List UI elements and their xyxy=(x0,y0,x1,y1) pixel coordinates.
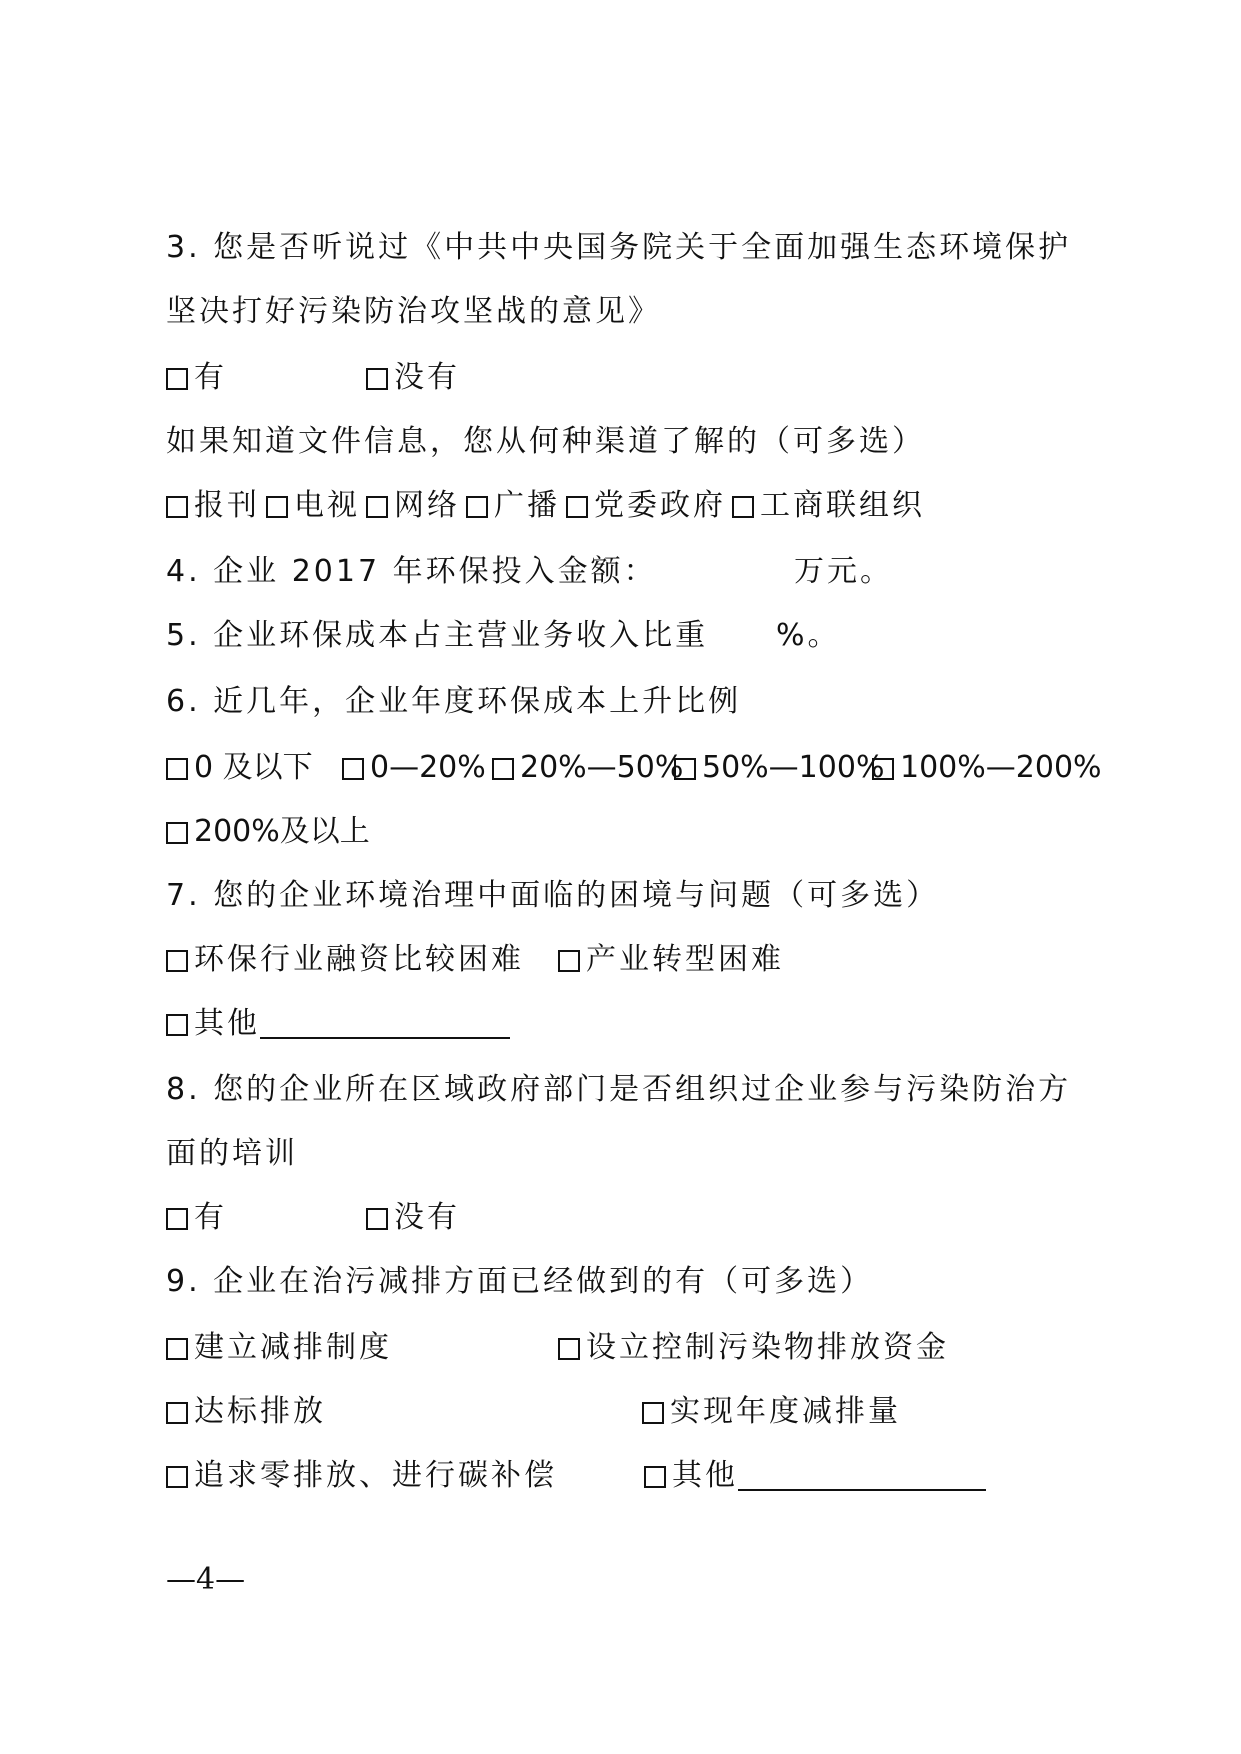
option-label: 建立减排制度 xyxy=(194,1330,392,1365)
checkbox-icon[interactable] xyxy=(166,496,188,518)
option-label: 设立控制污染物排放资金 xyxy=(586,1330,949,1365)
q8-text-line2: 面的培训 xyxy=(166,1136,298,1171)
q8-option-no[interactable] xyxy=(366,1196,460,1240)
q6-text: 6. 近几年，企业年度环保成本上升比例 xyxy=(166,684,742,719)
option-label: 环保行业融资比较困难 xyxy=(194,942,524,977)
q9-text: 9. 企业在治污减排方面已经做到的有（可多选） xyxy=(166,1264,874,1299)
checkbox-icon[interactable] xyxy=(674,758,696,780)
other-fill-blank[interactable] xyxy=(738,1459,986,1491)
q3-options xyxy=(166,356,1066,400)
q3-option-yes[interactable] xyxy=(166,356,227,400)
option-label: 达标排放 xyxy=(194,1394,326,1429)
option-label: 实现年度减排量 xyxy=(670,1394,901,1429)
channel-option[interactable] xyxy=(366,484,460,528)
checkbox-icon[interactable] xyxy=(166,368,188,390)
q9-options-row3 xyxy=(166,1454,1066,1498)
q6-option[interactable] xyxy=(492,746,683,790)
q3-text-line1: 3. 您是否听说过《中共中央国务院关于全面加强生态环境保护 xyxy=(166,230,1072,265)
q3-option-no[interactable] xyxy=(366,356,460,400)
q7-option[interactable] xyxy=(558,938,784,982)
checkbox-icon[interactable] xyxy=(166,950,188,972)
q4-text: 4. 企业 2017 年环保投入金额： xyxy=(166,554,657,589)
q6-option[interactable] xyxy=(166,810,370,854)
q3-sub-question: 如果知道文件信息，您从何种渠道了解的（可多选） xyxy=(166,424,925,459)
q7-text: 7. 您的企业环境治理中面临的困境与问题（可多选） xyxy=(166,878,940,913)
checkbox-icon[interactable] xyxy=(166,1466,188,1488)
option-label: 工商联组织 xyxy=(760,488,925,523)
checkbox-icon[interactable] xyxy=(166,1402,188,1424)
q6-option[interactable] xyxy=(342,746,486,790)
q6-option[interactable] xyxy=(872,746,1102,790)
q9-options-row1 xyxy=(166,1326,1066,1370)
q7-option-other[interactable] xyxy=(166,1002,510,1046)
q9-option[interactable] xyxy=(166,1454,557,1498)
checkbox-icon[interactable] xyxy=(872,758,894,780)
option-label: 电视 xyxy=(294,488,360,523)
option-label: 200%及以上 xyxy=(194,814,370,849)
checkbox-icon[interactable] xyxy=(366,368,388,390)
q9-options-row2 xyxy=(166,1390,1066,1434)
channel-option[interactable] xyxy=(166,484,260,528)
checkbox-icon[interactable] xyxy=(166,1014,188,1036)
q5-line xyxy=(166,614,1066,658)
q5-text: 5. 企业环保成本占主营业务收入比重 xyxy=(166,618,709,653)
option-label: 有 xyxy=(194,1200,227,1235)
checkbox-icon[interactable] xyxy=(558,950,580,972)
checkbox-icon[interactable] xyxy=(732,496,754,518)
option-label: 0—20% xyxy=(370,750,486,785)
q9-option[interactable] xyxy=(642,1390,901,1434)
option-label: 有 xyxy=(194,360,227,395)
option-label: 100%—200% xyxy=(900,750,1102,785)
option-label: 产业转型困难 xyxy=(586,942,784,977)
checkbox-icon[interactable] xyxy=(366,496,388,518)
other-fill-blank[interactable] xyxy=(260,1007,510,1039)
q9-option[interactable] xyxy=(558,1326,949,1370)
q6-options xyxy=(166,746,1102,790)
q9-option[interactable] xyxy=(166,1326,392,1370)
channel-option[interactable] xyxy=(266,484,360,528)
option-label: 追求零排放、进行碳补偿 xyxy=(194,1458,557,1493)
checkbox-icon[interactable] xyxy=(566,496,588,518)
option-label: 党委政府 xyxy=(594,488,726,523)
channel-option[interactable] xyxy=(732,484,925,528)
option-label: 报刊 xyxy=(194,488,260,523)
q4-line xyxy=(166,550,1066,594)
option-label: 0 及以下 xyxy=(194,750,313,785)
channel-option[interactable] xyxy=(566,484,726,528)
option-label: 网络 xyxy=(394,488,460,523)
q9-option-other[interactable] xyxy=(644,1454,986,1498)
q7-option[interactable] xyxy=(166,938,524,982)
q3-channel-options xyxy=(166,484,1066,528)
checkbox-icon[interactable] xyxy=(644,1466,666,1488)
q3-text-line2: 坚决打好污染防治攻坚战的意见》 xyxy=(166,294,661,329)
q8-text-line1: 8. 您的企业所在区域政府部门是否组织过企业参与污染防治方 xyxy=(166,1072,1072,1107)
q4-unit: 万元。 xyxy=(794,554,893,589)
q5-unit: %。 xyxy=(776,618,841,653)
checkbox-icon[interactable] xyxy=(366,1208,388,1230)
option-label: 没有 xyxy=(394,360,460,395)
page-number: —4— xyxy=(166,1562,246,1597)
option-label: 没有 xyxy=(394,1200,460,1235)
option-label: 50%—100% xyxy=(702,750,885,785)
checkbox-icon[interactable] xyxy=(558,1338,580,1360)
q6-option[interactable] xyxy=(674,746,884,790)
checkbox-icon[interactable] xyxy=(266,496,288,518)
checkbox-icon[interactable] xyxy=(166,822,188,844)
checkbox-icon[interactable] xyxy=(466,496,488,518)
q8-option-yes[interactable] xyxy=(166,1196,227,1240)
checkbox-icon[interactable] xyxy=(642,1402,664,1424)
checkbox-icon[interactable] xyxy=(166,1338,188,1360)
checkbox-icon[interactable] xyxy=(492,758,514,780)
q9-option[interactable] xyxy=(166,1390,326,1434)
checkbox-icon[interactable] xyxy=(166,1208,188,1230)
checkbox-icon[interactable] xyxy=(166,758,188,780)
q7-options xyxy=(166,938,1066,982)
option-label: 广播 xyxy=(494,488,560,523)
q6-option[interactable] xyxy=(166,746,313,790)
channel-option[interactable] xyxy=(466,484,560,528)
q8-options xyxy=(166,1196,1066,1240)
option-label: 20%—50% xyxy=(520,750,684,785)
option-label: 其他 xyxy=(672,1458,738,1493)
option-label: 其他 xyxy=(194,1006,260,1041)
checkbox-icon[interactable] xyxy=(342,758,364,780)
